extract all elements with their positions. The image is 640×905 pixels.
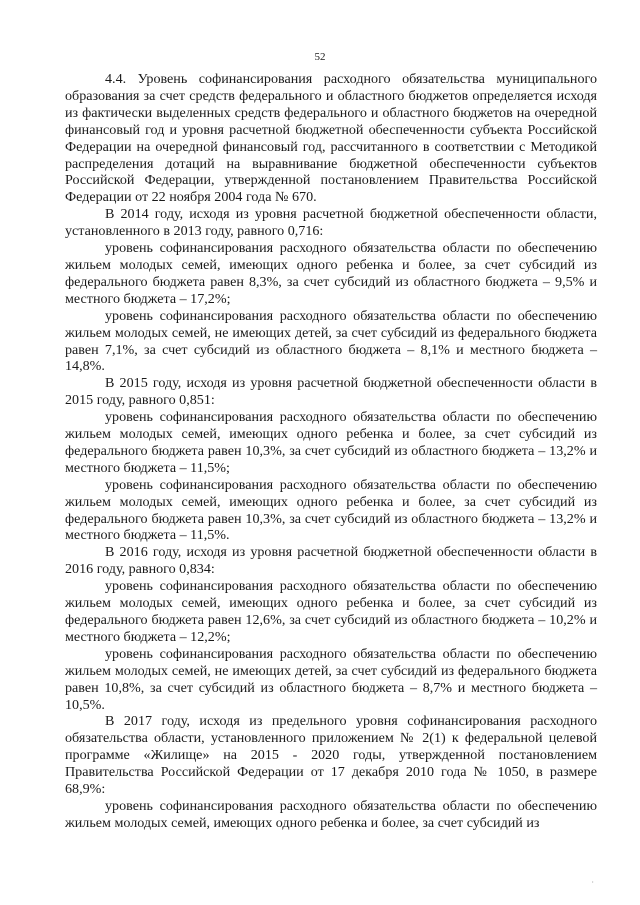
edge-mark: · [591, 878, 594, 887]
paragraph-2016-families-with-children: уровень софинансирования расходного обязательства области по обеспечению жильем молодых семей, имеющих одного ребенка и более, за счет субсидий из федерального бюджета равен 12,6%, за счет субсидий из областного бюджета – 10,2% и местного бюджета – 12,2%; [65, 578, 597, 645]
paragraph-4-4: 4.4. Уровень софинансирования расходного обязательства муниципального образования за счет средств федерального и областного бюджетов определяется исходя из фактически выделенных средств федерального и областного бюджетов на очередной финансовый год и уровня расчетной бюджетной обеспеченности субъекта Российской Федерации на очередной финансовый год, рассчитанного в соответствии с Методикой распределения дотаций на выравнивание бюджетной обеспеченности субъектов Российской Федерации, утвержденной постановлением Правительства Российской Федерации от 22 ноября 2004 года № 670. [65, 71, 597, 206]
paragraph-2017-families-with-children: уровень софинансирования расходного обязательства области по обеспечению жильем молодых семей, имеющих одного ребенка и более, за счет субсидий из [65, 797, 597, 831]
paragraph-2016-families-without-children: уровень софинансирования расходного обязательства области по обеспечению жильем молодых семей, не имеющих детей, за счет субсидий из федерального бюджета равен 10,8%, за счет субсидий из областного бюджета – 8,7% и местного бюджета – 10,5%. [65, 645, 597, 713]
document-body [65, 71, 597, 832]
paragraph-2014-intro: В 2014 году, исходя из уровня расчетной бюджетной обеспеченности области, установленного в 2013 году, равного 0,716: [65, 206, 597, 240]
page-number: 52 [314, 51, 326, 63]
paragraph-2014-families-with-children: уровень софинансирования расходного обязательства области по обеспечению жильем молодых семей, имеющих одного ребенка и более, за счет субсидий из федерального бюджета равен 8,3%, за счет субсидий из областного бюджета – 9,5% и местного бюджета – 17,2%; [65, 240, 597, 307]
paragraph-2014-families-without-children: уровень софинансирования расходного обязательства области по обеспечению жильем молодых семей, не имеющих детей, за счет субсидий из федерального бюджета равен 7,1%, за счет субсидий из областного бюджета – 8,1% и местного бюджета – 14,8%. [65, 307, 597, 375]
paragraph-2017-intro: В 2017 году, исходя из предельного уровня софинансирования расходного обязательства области, установленного приложением № 2(1) к федеральной целевой программе «Жилище» на 2015 - 2020 годы, утвержденной постановлением Правительства Российской Федерации от 17 декабря 2010 года № 1050, в размере 68,9%: [65, 713, 597, 798]
paragraph-2016-intro: В 2016 году, исходя из уровня расчетной бюджетной обеспеченности области в 2016 году, равного 0,834: [65, 544, 597, 578]
paragraph-2015-item-2: уровень софинансирования расходного обязательства области по обеспечению жильем молодых семей, имеющих одного ребенка и более, за счет субсидий из федерального бюджета равен 10,3%, за счет субсидий из областного бюджета – 13,2% и местного бюджета – 11,5%. [65, 476, 597, 544]
paragraph-2015-item-1: уровень софинансирования расходного обязательства области по обеспечению жильем молодых семей, имеющих одного ребенка и более, за счет субсидий из федерального бюджета равен 10,3%, за счет субсидий из областного бюджета – 13,2% и местного бюджета – 11,5%; [65, 409, 597, 476]
paragraph-2015-intro: В 2015 году, исходя из уровня расчетной бюджетной обеспеченности области в 2015 году, равного 0,851: [65, 375, 597, 409]
